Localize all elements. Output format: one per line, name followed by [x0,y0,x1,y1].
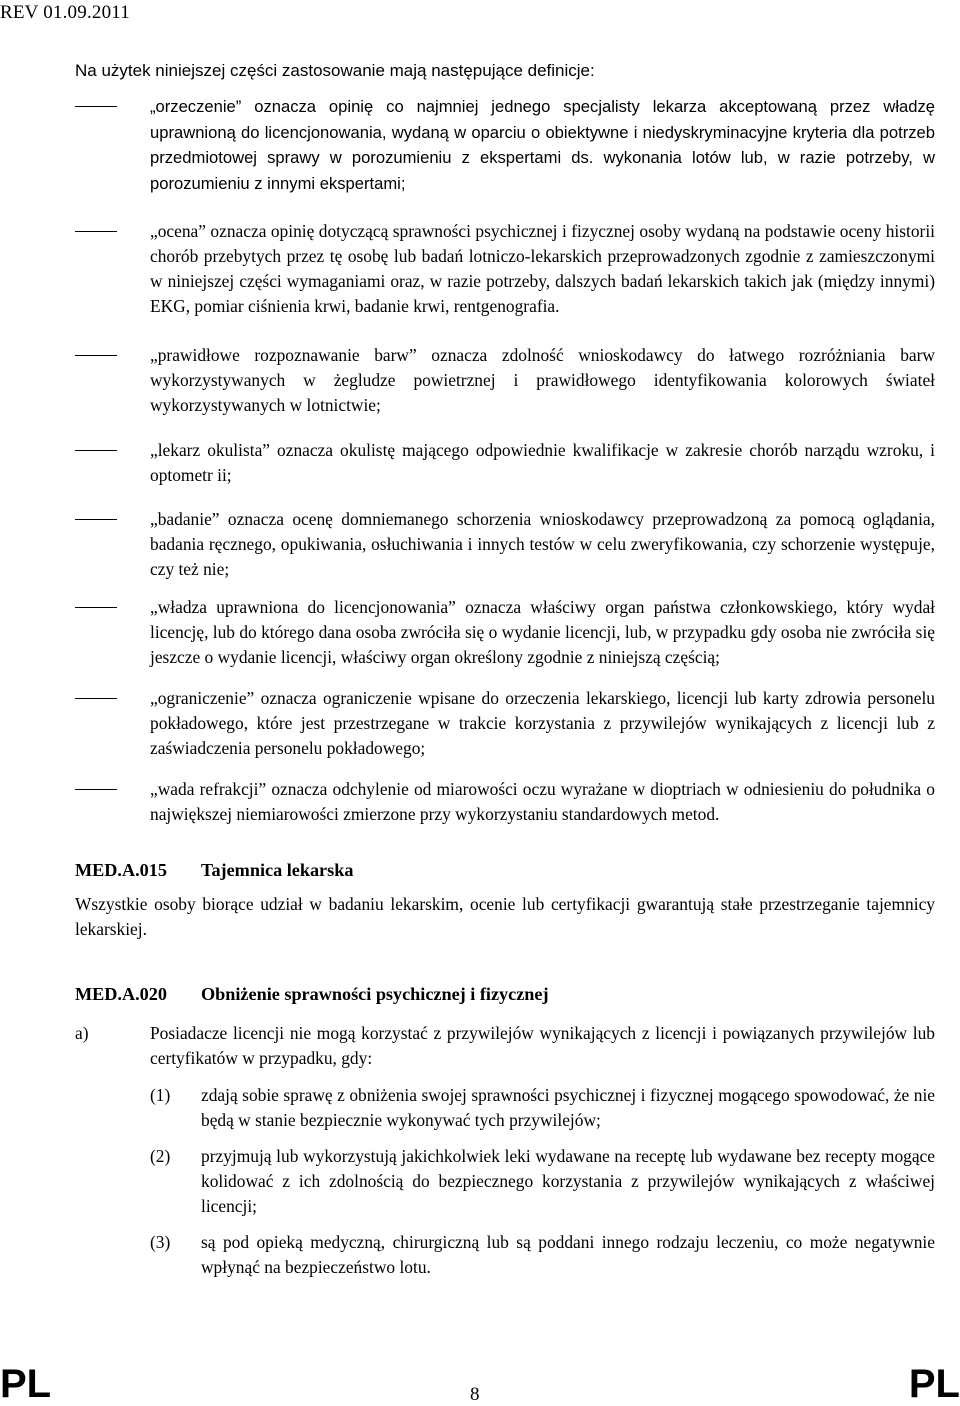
definition-text: „ograniczenie” oznacza ograniczenie wpisane do orzeczenia lekarskiego, licencji lub karty zdrowia personelu pokładowego, które jest przestrzegane w trakcie korzystania z przywilejów wynikających z licencji lub z zaświadczenia personelu pokładowego; [150,688,935,758]
section-paragraph: Wszystkie osoby biorące udział w badaniu lekarskim, ocenie lub certyfikacji gwarantują stałe przestrzeganie tajemnicy lekarskiej. [75,894,935,939]
definition-text: „prawidłowe rozpoznawanie barw” oznacza zdolność wnioskodawcy do łatwego rozróżniania barw wykorzystywanych w żegludze powietrznej i prawidłowego identyfikowania kolorowych świateł wykorzystywanych w lotnictwie; [150,345,935,415]
definition-item [75,219,935,319]
definition-text: „władza uprawniona do licencjonowania” oznacza właściwy organ państwa członkowskiego, który wydał licencję, lub do którego dana osoba zwróciła się o wydanie licencji, lub, w przypadku gdy osoba nie zwróciła się jeszcze o wydanie licencji, właściwy organ określony zgodnie z niniejszą częścią; [150,597,935,667]
page-number: 8 [470,1384,480,1405]
sub-item-text: są pod opieką medyczną, chirurgiczną lub są poddani innego rodzaju leczeniu, co może negatywnie wpłynąć na bezpieczeństwo lotu. [201,1232,935,1277]
section-heading-med-a-020 [75,982,935,1007]
sub-item-text: zdają sobie sprawę z obniżenia swojej sprawności psychicznej i fizycznej mogącego spowodować, że nie będą w stanie bezpiecznie wykonywać tych przywilejów; [201,1085,935,1130]
definition-item [75,94,935,196]
definition-item [75,777,935,827]
item-label: a) [75,1023,89,1043]
sub-item-label: (1) [150,1085,171,1105]
definition-text: „wada refrakcji” oznacza odchylenie od miarowości oczu wyrażane w dioptriach w odniesieniu do południka o największej niemiarowości zmierzone przy wykorzystaniu standardowych metod. [150,779,935,824]
footer-language-left: PL [0,1362,52,1406]
dash-bullet [75,355,117,356]
footer-language-right: PL [908,1362,960,1406]
dash-bullet [75,231,117,232]
definition-item [75,507,935,582]
section-number: MED.A.020 [75,984,167,1004]
definition-text: „badanie” oznacza ocenę domniemanego schorzenia wnioskodawcy przeprowadzoną za pomocą oglądania, badania ręcznego, opukiwania, osłuchiwania i innych testów w celu zweryfikowania, czy schorzenie występuje, czy też nie; [150,509,935,579]
sub-item-text: przyjmują lub wykorzystują jakichkolwiek leki wydawane na receptę lub wydawane bez recepty mogące kolidować z ich zdolnością do bezpiecznego korzystania z przywilejów wynikających z właściwej licencji; [201,1146,935,1216]
dash-bullet [75,789,117,790]
item-text: Posiadacze licencji nie mogą korzystać z przywilejów wynikających z licencji i powiązanych przywilejów lub certyfikatów w przypadku, gdy: [150,1023,935,1068]
list-item-a [75,1021,935,1071]
definition-text: „lekarz okulista” oznacza okulistę mającego odpowiednie kwalifikacje w zakresie chorób narządu wzroku, i optometr ii; [150,440,935,485]
dash-bullet [75,698,117,699]
definition-item [75,438,935,488]
revision-label: REV 01.09.2011 [0,2,131,23]
section-title: Obniżenie sprawności psychicznej i fizycznej [201,984,549,1004]
section-number: MED.A.015 [75,860,167,880]
definition-item [75,686,935,761]
dash-bullet [75,106,117,107]
definitions-intro: Na użytek niniejszej części zastosowanie mają następujące definicje: [75,61,595,80]
section-title: Tajemnica lekarska [201,860,354,880]
sub-item [75,1144,935,1219]
definition-text: „ocena” oznacza opinię dotyczącą sprawności psychicznej i fizycznej osoby wydaną na podstawie oceny historii chorób przebytych przez tę osobę lub badań lotniczo-lekarskich przeprowadzonych zgodnie z zamieszczonymi w niniejszej części wymaganiami oraz, w razie potrzeby, dalszych badań lekarskich takich jak (między innymi) EKG, pomiar ciśnienia krwi, badanie krwi, rentgenografia. [150,221,935,316]
sub-item-label: (3) [150,1232,171,1252]
definition-item [75,595,935,670]
sub-item-label: (2) [150,1146,171,1166]
document-body [75,58,935,1280]
definition-item [75,343,935,418]
section-heading-med-a-015 [75,858,935,883]
dash-bullet [75,519,117,520]
dash-bullet [75,450,117,451]
sub-item [75,1230,935,1280]
sub-item [75,1083,935,1133]
definition-text: „orzeczenie” oznacza opinię co najmniej jednego specjalisty lekarza akceptowaną przez władzę uprawnioną do licencjonowania, wydaną w oparciu o obiektywne i niedyskryminacyjne kryteria dla potrzeb przedmiotowej sprawy w porozumieniu z ekspertami ds. wykonania lotów lub, w razie potrzeby, w porozumieniu z innymi ekspertami; [150,97,935,193]
dash-bullet [75,607,117,608]
